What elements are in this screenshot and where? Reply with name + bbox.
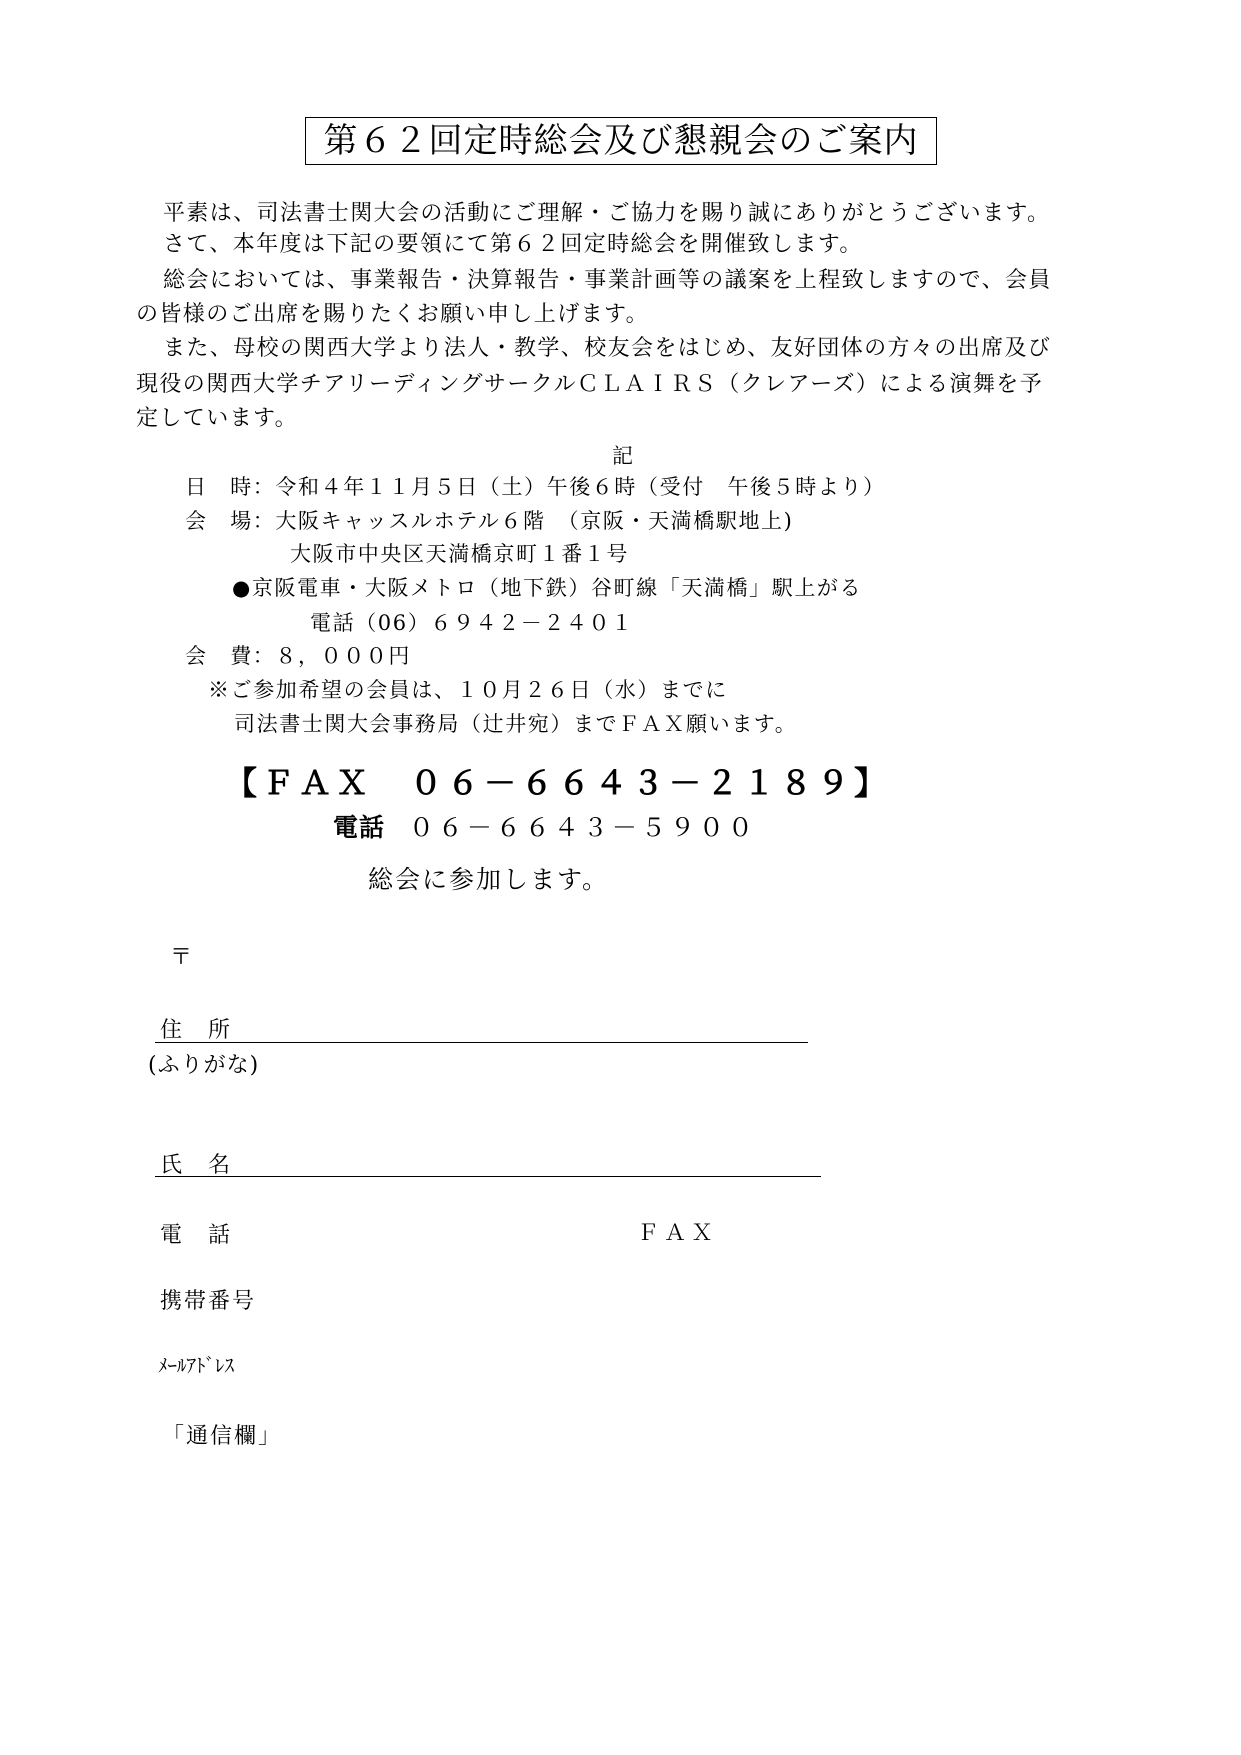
intro-line-6: 現役の関西大学チアリーディングサークルＣＬＡＩＲＳ（クレアーズ）による演舞を予 [136, 372, 1044, 397]
office-phone-number: ０６－６６４３－５９００ [408, 813, 757, 842]
office-phone-label: 電話 [333, 813, 386, 842]
address-label: 住 所 [160, 1018, 233, 1043]
attendance-statement: 総会に参加します。 [368, 865, 610, 894]
event-fee: 会 費：８，０００円 [185, 644, 411, 668]
mobile-label: 携帯番号 [160, 1289, 257, 1314]
office-phone-line [333, 808, 757, 844]
address-field-line[interactable] [155, 1042, 808, 1043]
venue-address: 大阪市中央区天満橋京町１番１号 [290, 542, 629, 566]
name-field-line[interactable] [155, 1176, 821, 1177]
fax-number-heading: 【ＦＡＸ ０６－６６４３－２１８９】 [225, 764, 892, 802]
intro-line-3: 総会においては、事業報告・決算報告・事業計画等の議案を上程致しますので、会員 [163, 268, 1052, 293]
email-label: ﾒｰﾙｱﾄﾞﾚｽ [158, 1355, 235, 1377]
intro-line-4: の皆様のご出席を賜りたくお願い申し上げます。 [136, 302, 650, 327]
rsvp-note-2: 司法書士関大会事務局（辻井宛）までＦＡＸ願います。 [234, 712, 798, 736]
fax-label: ＦＡＸ [637, 1221, 719, 1246]
venue-phone: 電話（06）６９４２－２４０１ [310, 611, 634, 635]
event-venue: 会 場：大阪キャッスルホテル６階 （京阪・天満橋駅地上) [185, 509, 794, 533]
venue-access: ●京阪電車・大阪メトロ（地下鉄）谷町線「天満橋」駅上がる [232, 576, 863, 600]
ki-heading: 記 [612, 444, 633, 468]
comments-label: 「通信欄」 [162, 1424, 283, 1449]
intro-line-5: また、母校の関西大学より法人・教学、校友会をはじめ、友好団体の方々の出席及び [163, 336, 1052, 361]
phone-label: 電 話 [160, 1223, 233, 1248]
page-title: 第６２回定時総会及び懇親会のご案内 [305, 117, 937, 165]
intro-line-7: 定しています。 [136, 406, 299, 431]
intro-line-2: さて、本年度は下記の要領にて第６２回定時総会を開催致します。 [163, 232, 863, 257]
postal-mark: 〒 [170, 945, 195, 970]
intro-line-1: 平素は、司法書士関大会の活動にご理解・ご協力を賜り誠にありがとうございます。 [163, 201, 1051, 226]
furigana-label: (ふりがな) [148, 1053, 260, 1078]
event-datetime: 日 時：令和４年１１月５日（土）午後６時（受付 午後５時より） [185, 475, 886, 499]
rsvp-note-1: ※ご参加希望の会員は、１０月２６日（水）までに [208, 678, 728, 702]
name-label: 氏 名 [160, 1153, 233, 1178]
